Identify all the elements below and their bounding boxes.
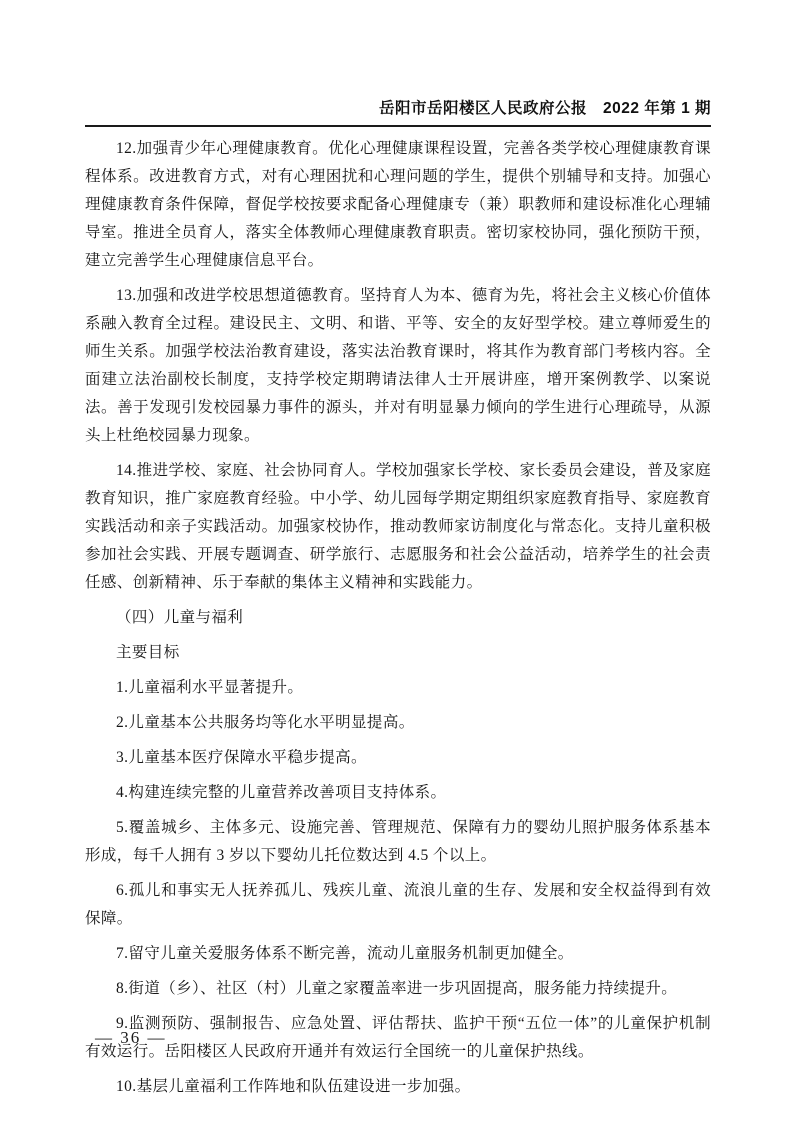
item-13-moral-education: 13.加强和改进学校思想道德教育。坚持育人为本、德育为先，将社会主义核心价值体系融入教育全过程。建设民主、文明、和谐、平等、安全的友好型学校。建立尊师爱生的师生关系。加强学校法治教育建设，落实法治教育课时，将其作为教育部门考核内容。全面建立法治副校长制度，支持学校定期聘请法律人士开展讲座，增开案例教学、以案说法。善于发现引发校园暴力事件的源头，并对有明显暴力倾向的学生进行心理疏导，从源头上杜绝校园暴力现象。: [85, 287, 711, 444]
gazette-header-title: 岳阳市岳阳楼区人民政府公报 2022 年第 1 期: [378, 100, 711, 117]
paragraph-list: [85, 135, 711, 1101]
goal-9: 9.监测预防、强制报告、应急处置、评估帮扶、监护干预“五位一体”的儿童保护机制有效运行。岳阳楼区人民政府开通并有效运行全国统一的儿童保护热线。: [85, 1015, 711, 1060]
goal-8: 8.街道（乡）、社区（村）儿童之家覆盖率进一步巩固提高，服务能力持续提升。: [116, 980, 678, 997]
goal-6: 6.孤儿和事实无人抚养孤儿、残疾儿童、流浪儿童的生存、发展和安全权益得到有效保障。: [85, 882, 711, 927]
page-number: — 36 —: [95, 1028, 167, 1047]
goal-5: 5.覆盖城乡、主体多元、设施完善、管理规范、保障有力的婴幼儿照护服务体系基本形成，每千人拥有 3 岁以下婴幼儿托位数达到 4.5 个以上。: [85, 819, 711, 864]
goal-7: 7.留守儿童关爱服务体系不断完善，流动儿童服务机制更加健全。: [116, 945, 574, 962]
goal-4: 4.构建连续完整的儿童营养改善项目支持体系。: [116, 784, 447, 801]
section-heading-children-welfare: （四）儿童与福利: [116, 609, 244, 626]
item-14-school-family-society: 14.推进学校、家庭、社会协同育人。学校加强家长学校、家长委员会建设，普及家庭教育知识，推广家庭教育经验。中小学、幼儿园每学期定期组织家庭教育指导、家庭教育实践活动和亲子实践活动。加强家校协作，推动教师家访制度化与常态化。支持儿童积极参加社会实践、开展专题调查、研学旅行、志愿服务和社会公益活动，培养学生的社会责任感、创新精神、乐于奉献的集体主义精神和实践能力。: [85, 462, 711, 591]
item-12-mental-health-education: 12.加强青少年心理健康教育。优化心理健康课程设置，完善各类学校心理健康教育课程体系。改进教育方式，对有心理困扰和心理问题的学生，提供个别辅导和支持。加强心理健康教育条件保障，督促学校按要求配备心理健康专（兼）职教师和建设标准化心理辅导室。推进全员育人，落实全体教师心理健康教育职责。密切家校协同，强化预防干预，建立完善学生心理健康信息平台。: [85, 140, 711, 269]
goal-1: 1.儿童福利水平显著提升。: [116, 679, 304, 696]
subheading-main-goals: 主要目标: [116, 644, 180, 661]
page-footer: [95, 1028, 167, 1048]
goal-10: 10.基层儿童福利工作阵地和队伍建设进一步加强。: [116, 1078, 471, 1095]
goal-3: 3.儿童基本医疗保障水平稳步提高。: [116, 749, 367, 766]
page-header: [85, 96, 711, 127]
document-body: [85, 135, 711, 1108]
goal-2: 2.儿童基本公共服务均等化水平明显提高。: [116, 714, 415, 731]
